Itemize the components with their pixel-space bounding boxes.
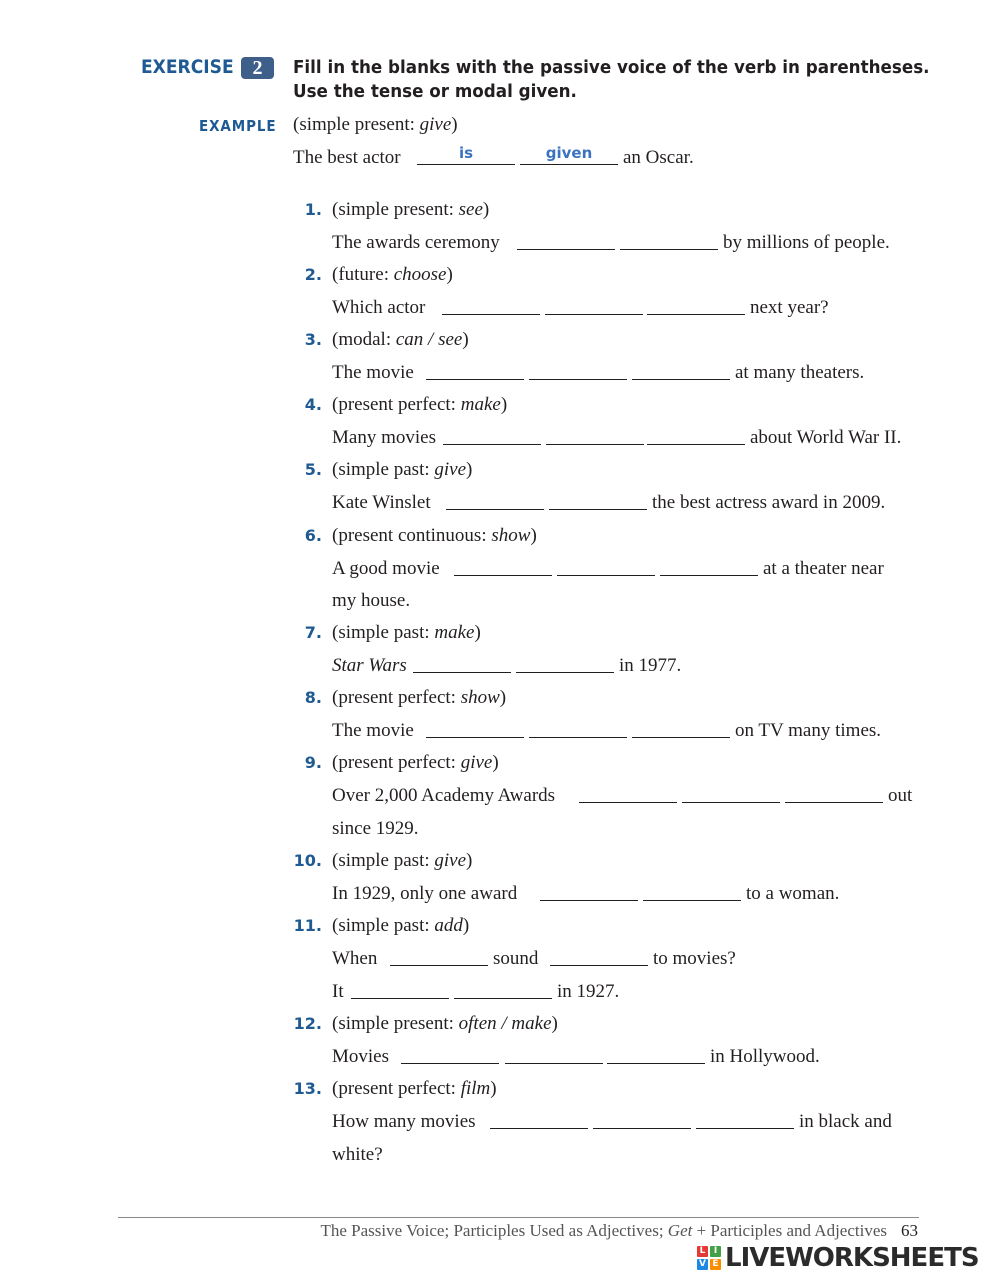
item-5-number: 5. (304, 460, 322, 479)
item-5-text-before: Kate Winslet (332, 492, 431, 513)
item-9-blank-1[interactable] (579, 782, 677, 803)
instruction-line-2: Use the tense or modal given. (293, 81, 577, 102)
item-4-text-after: about World War II. (750, 427, 902, 448)
item-13-text-before: How many movies (332, 1111, 476, 1132)
item-1-prompt: (simple present: see) (332, 199, 490, 220)
item-1-text-after: by millions of people. (723, 232, 890, 253)
exercise-label: EXERCISE (141, 56, 234, 78)
item-9-text-after: out (888, 785, 913, 806)
item-6-text-after: at a theater near (763, 558, 884, 579)
item-8-text-before: The movie (332, 720, 414, 741)
item-12-blank-3[interactable] (607, 1043, 705, 1064)
item-6-blank-2[interactable] (557, 555, 655, 576)
item-10-text-before: In 1929, only one award (332, 883, 518, 904)
item-3-blank-1[interactable] (426, 359, 524, 380)
item-11-text-after: to movies? (653, 948, 736, 969)
item-12-text-after: in Hollywood. (710, 1046, 820, 1067)
liveworksheets-text: LIVEWORKSHEETS (725, 1243, 979, 1273)
item-13-text-line-2: white? (332, 1144, 383, 1165)
item-10-number: 10. (293, 851, 322, 870)
item-6-prompt: (present continuous: show) (332, 525, 537, 546)
item-7-prompt: (simple past: make) (332, 622, 481, 643)
item-11-number: 11. (293, 916, 322, 935)
item-9-text-line-2: since 1929. (332, 818, 419, 839)
item-8-number: 8. (304, 688, 322, 707)
item-12-number: 12. (293, 1014, 322, 1033)
item-7-text-after: in 1977. (619, 655, 682, 676)
item-9-text-before: Over 2,000 Academy Awards (332, 785, 556, 806)
logo-letter-l: L (697, 1246, 708, 1257)
item-10-text-after: to a woman. (746, 883, 840, 904)
item-7-blank-2[interactable] (516, 652, 614, 673)
item-11-blank-2[interactable] (550, 945, 648, 966)
item-8-blank-2[interactable] (529, 717, 627, 738)
item-12-blank-2[interactable] (505, 1043, 603, 1064)
item-1-text-before: The awards ceremony (332, 232, 500, 253)
item-13-blank-3[interactable] (696, 1108, 794, 1129)
item-7-number: 7. (304, 623, 322, 642)
item-4-blank-3[interactable] (647, 424, 745, 445)
item-8-blank-1[interactable] (426, 717, 524, 738)
item-7-text-before: Star Wars (332, 655, 407, 676)
example-answer-2: given (545, 144, 593, 162)
item-9-blank-2[interactable] (682, 782, 780, 803)
page-number: 63 (901, 1221, 918, 1240)
item-12-blank-1[interactable] (401, 1043, 499, 1064)
item-1-blank-2[interactable] (620, 229, 718, 250)
item-2-blank-3[interactable] (647, 294, 745, 315)
item-3-blank-2[interactable] (529, 359, 627, 380)
item-13-blank-1[interactable] (490, 1108, 588, 1129)
item-6-text-line-2: my house. (332, 590, 411, 611)
liveworksheets-watermark (697, 1240, 979, 1276)
example-prompt: (simple present: give) (293, 114, 458, 135)
example-sentence-start: The best actor (293, 147, 401, 168)
item-4-blank-2[interactable] (546, 424, 644, 445)
item-5-prompt: (simple past: give) (332, 459, 473, 480)
item-12-prompt: (simple present: often / make) (332, 1013, 558, 1034)
item-13-prompt: (present perfect: film) (332, 1078, 497, 1099)
item-4-number: 4. (304, 395, 322, 414)
item-13-blank-2[interactable] (593, 1108, 691, 1129)
item-9-prompt: (present perfect: give) (332, 752, 499, 773)
item-3-blank-3[interactable] (632, 359, 730, 380)
example-answer-1: is (458, 144, 474, 162)
item-11-blank-3[interactable] (351, 978, 449, 999)
item-11-text-before: When (332, 948, 378, 969)
item-6-blank-1[interactable] (454, 555, 552, 576)
item-5-blank-1[interactable] (446, 489, 544, 510)
item-3-text-after: at many theaters. (735, 362, 865, 383)
item-8-prompt: (present perfect: show) (332, 687, 507, 708)
item-4-blank-1[interactable] (443, 424, 541, 445)
item-10-blank-1[interactable] (540, 880, 638, 901)
item-2-blank-1[interactable] (442, 294, 540, 315)
item-3-prompt: (modal: can / see) (332, 329, 469, 350)
exercise-number-badge: 2 (241, 57, 274, 79)
item-13-text-after: in black and (799, 1111, 892, 1132)
item-11-prompt: (simple past: add) (332, 915, 470, 936)
logo-letter-v: V (697, 1259, 708, 1270)
item-10-blank-2[interactable] (643, 880, 741, 901)
item-2-prompt: (future: choose) (332, 264, 453, 285)
item-4-prompt: (present perfect: make) (332, 394, 508, 415)
item-5-blank-2[interactable] (549, 489, 647, 510)
item-12-text-before: Movies (332, 1046, 389, 1067)
item-11-blank-4[interactable] (454, 978, 552, 999)
item-13-number: 13. (293, 1079, 322, 1098)
footer-text: The Passive Voice; Participles Used as Adjectives; Get + Participles and Adjectives 63 (320, 1221, 918, 1240)
example-label: EXAMPLE (199, 117, 277, 135)
item-2-number: 2. (304, 265, 322, 284)
example-sentence-end: an Oscar. (623, 147, 694, 168)
item-1-number: 1. (304, 200, 322, 219)
item-2-text-before: Which actor (332, 297, 426, 318)
item-1-blank-1[interactable] (517, 229, 615, 250)
item-8-text-after: on TV many times. (735, 720, 882, 741)
item-9-blank-3[interactable] (785, 782, 883, 803)
item-11-text-middle: sound (493, 948, 539, 969)
item-3-number: 3. (304, 330, 322, 349)
item-3-text-before: The movie (332, 362, 414, 383)
instruction-line-1: Fill in the blanks with the passive voice of the verb in parentheses. (293, 57, 930, 78)
item-11-blank-1[interactable] (390, 945, 488, 966)
item-4-text-before: Many movies (332, 427, 436, 448)
item-9-number: 9. (304, 753, 322, 772)
liveworksheets-logo-icon (697, 1246, 721, 1270)
logo-letter-e: E (710, 1259, 721, 1270)
item-6-blank-3[interactable] (660, 555, 758, 576)
item-11-line-2-after: in 1927. (557, 981, 620, 1002)
item-7-blank-1[interactable] (413, 652, 511, 673)
logo-letter-i: I (710, 1246, 721, 1257)
item-6-text-before: A good movie (332, 558, 440, 579)
item-2-blank-2[interactable] (545, 294, 643, 315)
footer-rule (118, 1217, 919, 1218)
item-2-text-after: next year? (750, 297, 829, 318)
item-6-number: 6. (304, 526, 322, 545)
item-8-blank-3[interactable] (632, 717, 730, 738)
item-11-line-2-before: It (332, 981, 344, 1002)
item-5-text-after: the best actress award in 2009. (652, 492, 886, 513)
item-10-prompt: (simple past: give) (332, 850, 473, 871)
